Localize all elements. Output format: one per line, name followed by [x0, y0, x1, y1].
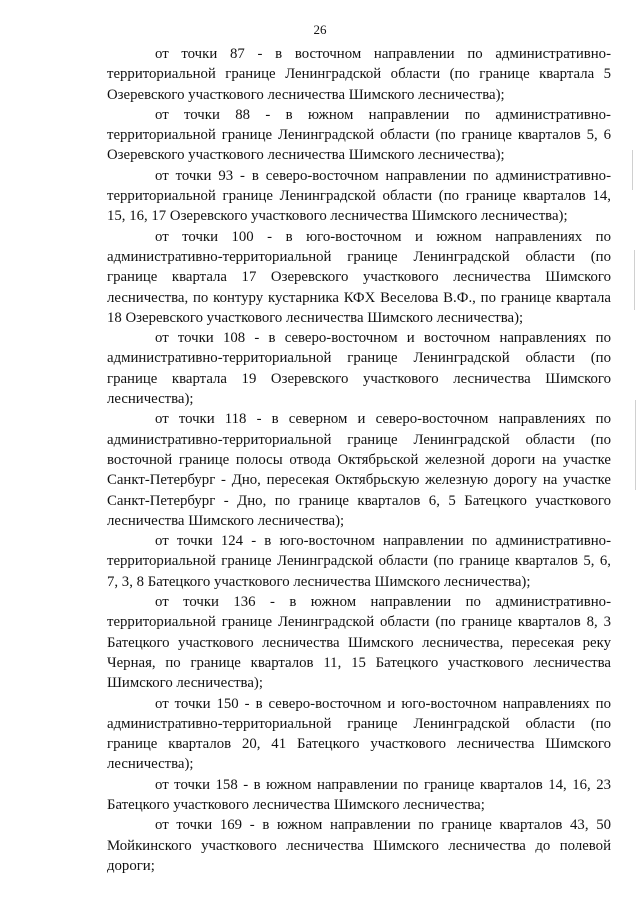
paragraph: от точки 88 - в южном направлении по административно-территориальной границе Ленинградской области (по границе кварталов 5, 6 Озеревского участкового лесничества Шимского лесничества);: [107, 106, 611, 164]
document-body: [107, 44, 611, 876]
scan-artifact: [632, 150, 633, 190]
scan-artifact: [635, 400, 636, 490]
paragraph: от точки 136 - в южном направлении по административно-территориальной границе Ленинградской области (по границе кварталов 8, 3 Батецкого участкового лесничества Шимского лесничества, пересекая реку Черная, по границе кварталов 11, 15 Батецкого участкового лесничества Шимского лесничества);: [107, 594, 611, 692]
paragraph: от точки 87 - в восточном направлении по административно-территориальной границе Ленинградской области (по границе квартала 5 Озеревского участкового лесничества Шимского лесничества);: [107, 46, 611, 103]
paragraph: от точки 158 - в южном направлении по границе кварталов 14, 16, 23 Батецкого участкового лесничества Шимского лесничества;: [107, 776, 611, 813]
page-number: 26: [313, 22, 327, 37]
paragraph: от точки 93 - в северо-восточном направлении по административно-территориальной границе Ленинградской области (по границе кварталов 14, 15, 16, 17 Озеревского участкового лесничества Шимского лесничества);: [107, 167, 611, 225]
scan-artifact: [634, 250, 635, 310]
paragraph: от точки 169 - в южном направлении по границе кварталов 43, 50 Мойкинского участкового лесничества Шимского лесничества до полевой дороги;: [107, 817, 611, 874]
paragraph: от точки 118 - в северном и северо-восточном направлениях по административно-территориальной границе Ленинградской области (по восточной границе полосы отвода Октябрьской железной дороги на участке Санкт-Петербург - Дно, пересекая Октябрьскую железную дорогу на участке Санкт-Петербург - Дно, по границе кварталов 6, 5 Батецкого участкового лесничества Шимского лесничества);: [107, 411, 611, 529]
paragraph: от точки 150 - в северо-восточном и юго-восточном направлениях по административно-территориальной границе Ленинградской области (по границе кварталов 20, 41 Батецкого участкового лесничества Шимского лесничества);: [107, 695, 611, 773]
paragraph: от точки 100 - в юго-восточном и южном направлениях по административно-территориальной границе Ленинградской области (по границе квартала 17 Озеревского участкового лесничества Шимского лесничества, по контуру кустарника КФХ Веселова В.Ф., по границе квартала 18 Озеревского участкового лесничества Шимского лесничества);: [107, 228, 611, 326]
paragraph: от точки 124 - в юго-восточном направлении по административно-территориальной границе Ленинградской области (по границе кварталов 5, 6, 7, 3, 8 Батецкого участкового лесничества Шимского лесничества);: [107, 533, 611, 590]
paragraph: от точки 108 - в северо-восточном и восточном направлениях по административно-территориальной границе Ленинградской области (по границе квартала 19 Озеревского участкового лесничества Шимского лесничества);: [107, 330, 611, 408]
